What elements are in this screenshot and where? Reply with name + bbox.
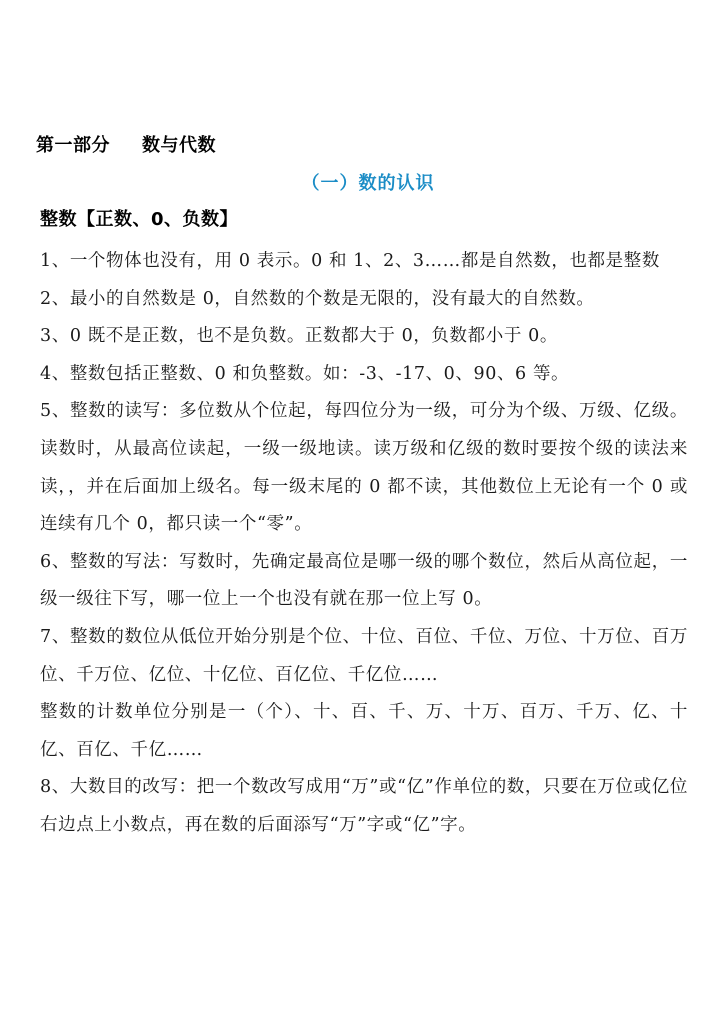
paragraph-8: 8、大数目的改写：把一个数改写成用“万”或“亿”作单位的数，只要在万位或亿位右边点上小数点，再在数的后面添写“万”字或“亿”字。 — [40, 777, 688, 835]
paragraph-3: 3、0 既不是正数，也不是负数。正数都大于 0，负数都小于 0。 — [40, 326, 558, 347]
part-number: 第一部分 — [36, 135, 110, 156]
body-text — [40, 243, 688, 845]
part-title: 数与代数 — [142, 135, 216, 156]
paragraph-7-continued: 整数的计数单位分别是一（个）、十、百、千、万、十万、百万、千万、亿、十亿、百亿、千亿…… — [40, 702, 688, 760]
paragraph-1: 1、一个物体也没有，用 0 表示。0 和 1、2、3……都是自然数，也都是整数 — [40, 251, 660, 271]
section-title: （一）数的认识 — [301, 173, 435, 194]
paragraph-6: 6、整数的写法：写数时，先确定最高位是哪一级的哪个数位，然后从高位起，一级一级往下写，哪一位上一个也没有就在那一位上写 0。 — [40, 551, 688, 610]
paragraph-4: 4、整数包括正整数、0 和负整数。如：-3、-17、0、90、6 等。 — [40, 363, 570, 384]
paragraph-5: 5、整数的读写：多位数从个位起，每四位分为一级，可分为个级、万级、亿级。读数时，从最高位读起，一级一级地读。读万级和亿级的数时要按个级的读法来读，，并在后面加上级名。每一级末尾的 0 都不读，其他数位上无论有一个 0 或连续有几个 0，都只读一个“零”。 — [40, 401, 688, 535]
part-heading — [36, 131, 216, 157]
subheading: 整数【正数、0、负数】 — [40, 209, 239, 230]
paragraph-7: 7、整数的数位从低位开始分别是个位、十位、百位、千位、万位、十万位、百万位、千万位、亿位、十亿位、百亿位、千亿位…… — [40, 626, 688, 685]
paragraph-2: 2、最小的自然数是 0，自然数的个数是无限的，没有最大的自然数。 — [40, 288, 595, 309]
